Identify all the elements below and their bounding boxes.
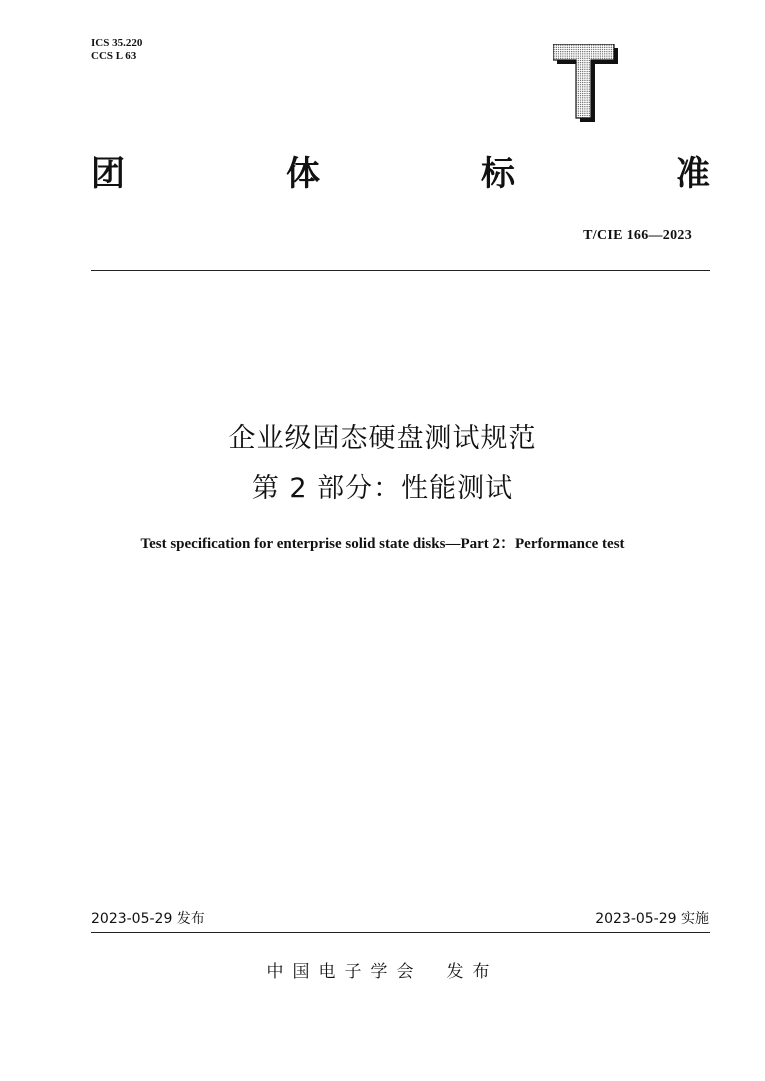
document-type-char: 体 xyxy=(286,154,320,194)
document-type-char: 团 xyxy=(91,154,125,194)
ccs-code: CCS L 63 xyxy=(91,50,137,62)
publish-date: 2023-05-29 发布 xyxy=(91,911,205,927)
ics-code: ICS 35.220 xyxy=(91,37,143,49)
document-type-char: 标 xyxy=(481,154,515,194)
publisher-name: 中国电子学会 xyxy=(266,962,423,982)
document-type-heading xyxy=(91,153,710,195)
header-divider xyxy=(91,270,710,271)
standard-number: T/CIE 166—2023 xyxy=(583,228,692,243)
implement-date: 2023-05-29 实施 xyxy=(595,911,709,927)
title-cn-line-2: 第 2 部分：性能测试 xyxy=(251,473,514,504)
title-en: Test specification for enterprise solid state disks—Part 2：Performance test xyxy=(140,536,625,552)
classification-codes xyxy=(91,37,142,63)
group-standard-t-mark-icon xyxy=(553,44,618,122)
document-type-char: 准 xyxy=(676,154,710,194)
publisher-action: 发布 xyxy=(446,962,499,982)
title-cn-line-1: 企业级固态硬盘测试规范 xyxy=(228,423,537,454)
publisher-line xyxy=(0,957,765,982)
footer-divider xyxy=(91,932,710,933)
